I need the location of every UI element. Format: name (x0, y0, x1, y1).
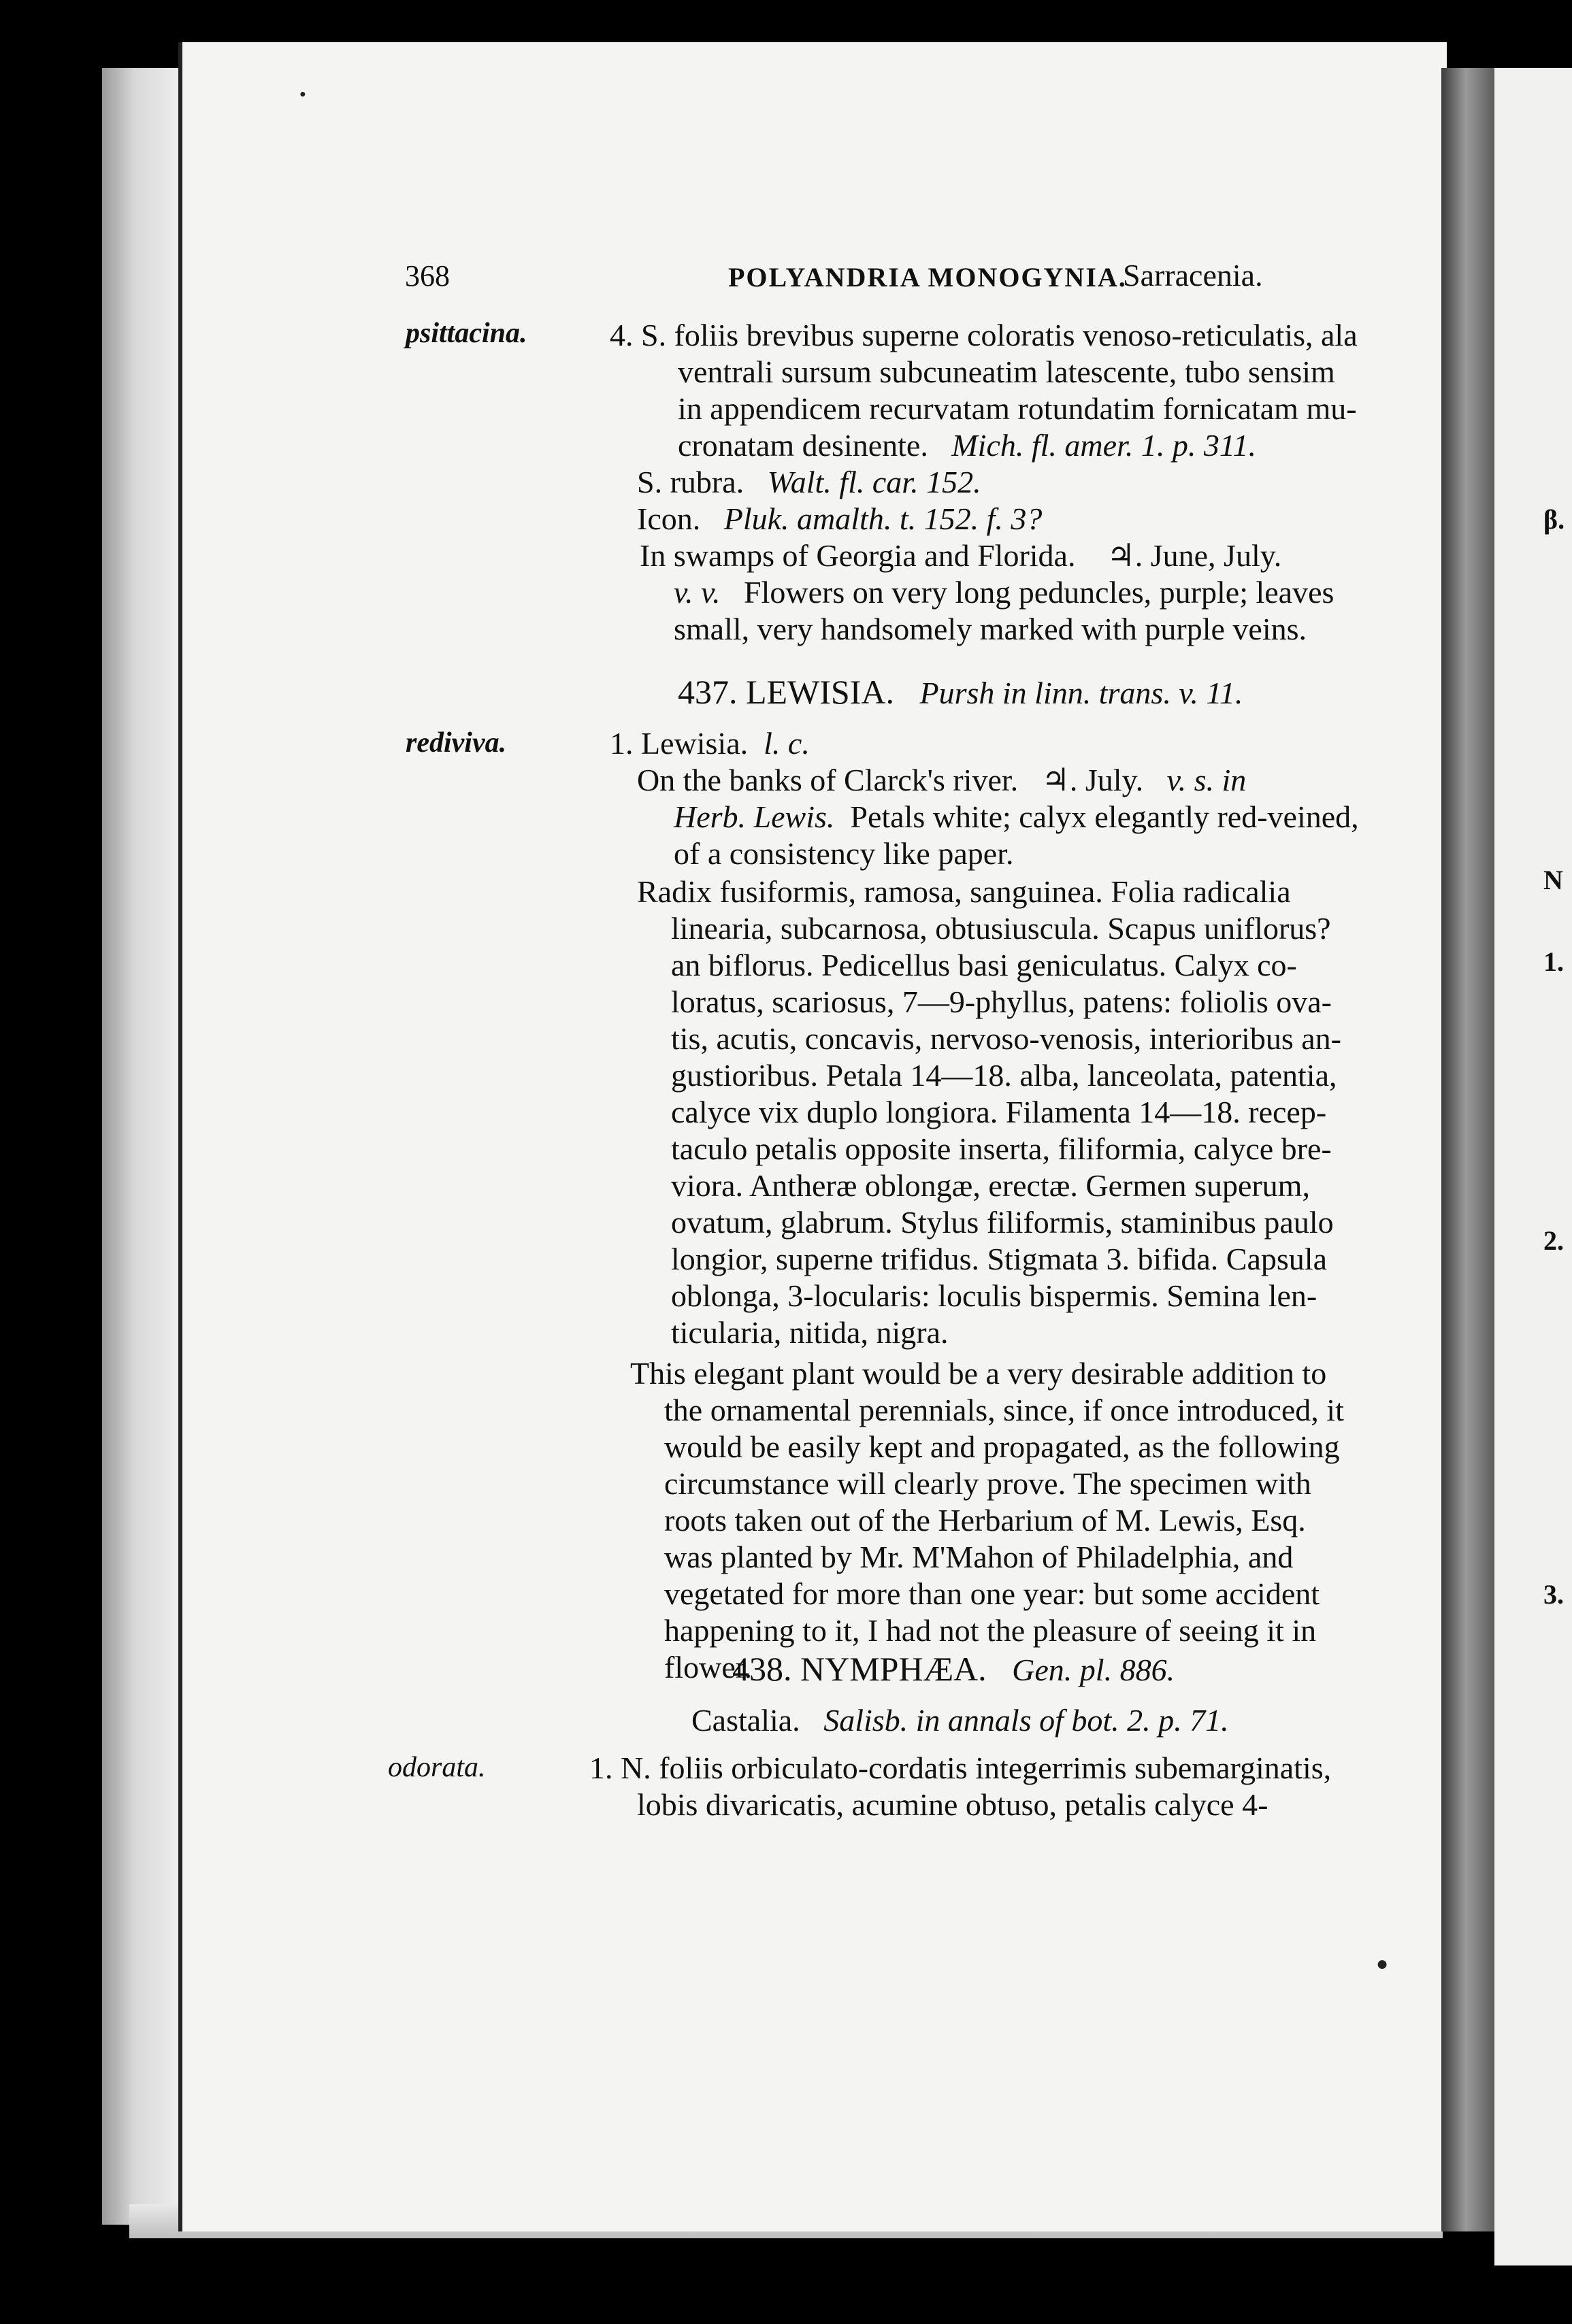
citation: Salisb. in annals of bot. 2. p. 71. (823, 1703, 1229, 1738)
citation: Mich. fl. amer. 1. p. 311. (951, 428, 1256, 463)
text-fragment: v. s. in (1166, 763, 1247, 797)
adjacent-mark: 2. (1543, 1225, 1564, 1256)
text-fragment: Petals white; calyx elegantly red-veined, (850, 799, 1359, 834)
text-fragment: S. rubra. (637, 465, 744, 499)
text-line: in appendicem recurvatam rotundatim fornicatam mu- (678, 391, 1357, 426)
description-line: oblonga, 3-locularis: loculis bispermis. Semina len- (671, 1278, 1317, 1313)
description-line: viora. Antheræ oblongæ, erectæ. Germen superum, (671, 1168, 1310, 1203)
text-line (640, 540, 1281, 571)
text-line: small, very handsomely marked with purple veins. (674, 612, 1307, 646)
adjacent-page (1494, 68, 1572, 2265)
description-line: taculo petalis opposite inserta, filiformia, calyce bre- (671, 1131, 1332, 1166)
description-line: longior, superne trifidus. Stigmata 3. bifida. Capsula (671, 1242, 1328, 1276)
adjacent-mark: 1. (1543, 946, 1564, 977)
description-line: an biflorus. Pedicellus basi geniculatus. Calyx co- (671, 948, 1297, 982)
description-line: ticularia, nitida, nigra. (671, 1315, 949, 1350)
ink-speck: ● (299, 88, 306, 100)
paragraph-line: happening to it, I had not the pleasure of seeing it in (664, 1613, 1317, 1648)
text-line (610, 728, 810, 759)
text-line (637, 467, 981, 498)
paragraph-line: was planted by Mr. M'Mahon of Philadelphia, and (664, 1540, 1294, 1574)
paragraph-line: vegetated for more than one year: but some accident (664, 1576, 1320, 1611)
paragraph-line: This elegant plant would be a very desirable addition to (630, 1356, 1327, 1391)
genus-heading (678, 672, 1243, 712)
citation: Pluk. amalth. t. 152. f. 3? (723, 501, 1043, 536)
citation: l. c. (764, 726, 810, 761)
paragraph-line: roots taken out of the Herbarium of M. Lewis, Esq. (664, 1503, 1306, 1538)
description-line: ovatum, glabrum. Stylus filiformis, staminibus paulo (671, 1205, 1334, 1240)
paragraph-line: flower. (664, 1650, 753, 1684)
description-line: linearia, subcarnosa, obtusiuscula. Scapus uniflorus? (671, 911, 1331, 946)
description-line: calyce vix duplo longiora. Filamenta 14—18. recep- (671, 1095, 1327, 1129)
page-number: 368 (405, 259, 450, 293)
genus-title: 437. LEWISIA. (678, 673, 894, 711)
text-line: 4. S. foliis brevibus superne coloratis venoso-reticulatis, ala (610, 318, 1358, 352)
text-line (674, 577, 1334, 608)
synonym-line (691, 1705, 1229, 1736)
text-fragment: ♃. July. (1041, 763, 1144, 797)
text-fragment: Flowers on very long peduncles, purple; leaves (744, 575, 1334, 610)
citation: Walt. fl. car. 152. (767, 465, 981, 499)
text-fragment: ♃. June, July. (1107, 538, 1282, 573)
text-line (637, 503, 1042, 535)
running-head: POLYANDRIA MONOGYNIA. (728, 262, 1127, 293)
text-line (674, 801, 1359, 833)
adjacent-mark: β. (1543, 504, 1565, 535)
adjacent-mark: 3. (1543, 1579, 1564, 1610)
description-line: Radix fusiformis, ramosa, sanguinea. Folia radicalia (637, 874, 1291, 909)
book-spine (1441, 68, 1496, 2231)
genus-authority: Gen. pl. 886. (1012, 1653, 1175, 1687)
text-line: of a consistency like paper. (674, 836, 1014, 871)
text-line (637, 765, 1246, 796)
text-line (678, 430, 1256, 461)
adjacent-mark: N (1543, 865, 1563, 895)
text-line: 1. N. foliis orbiculato-cordatis integerrimis subemarginatis, (589, 1750, 1332, 1785)
genus-authority: Pursh in linn. trans. v. 11. (919, 676, 1243, 710)
genus-title: 438. NYMPHÆA. (732, 1650, 987, 1688)
text-fragment: v. v. (674, 575, 721, 610)
text-fragment: Herb. Lewis. (674, 799, 835, 834)
text-line: ventrali sursum subcuneatim latescente, tubo sensim (678, 354, 1335, 389)
ink-speck: ● (1376, 1953, 1389, 1975)
description-line: tis, acutis, concavis, nervoso-venosis, interioribus an- (671, 1021, 1341, 1056)
page-left-edge (102, 68, 184, 2225)
description-line: loratus, scariosus, 7—9-phyllus, patens: foliolis ova- (671, 984, 1332, 1019)
paragraph-line: circumstance will clearly prove. The specimen with (664, 1466, 1311, 1501)
text-line: lobis divaricatis, acumine obtuso, petalis calyce 4- (637, 1787, 1268, 1822)
species-margin-name: rediviva. (406, 727, 507, 759)
genus-heading (732, 1649, 1175, 1689)
running-head-genus: Sarracenia. (1123, 258, 1263, 293)
species-margin-name: psittacina. (406, 318, 527, 349)
paragraph-line: would be easily kept and propagated, as the following (664, 1429, 1340, 1464)
text-fragment: Icon. (637, 501, 701, 536)
description-line: gustioribus. Petala 14—18. alba, lanceolata, patentia, (671, 1058, 1337, 1093)
synonym: Castalia. (691, 1703, 800, 1738)
text-fragment: On the banks of Clarck's river. (637, 763, 1019, 797)
text-fragment: cronatam desinente. (678, 428, 928, 463)
species-margin-name: odorata. (388, 1752, 486, 1783)
text-fragment: 1. Lewisia. (610, 726, 749, 761)
text-fragment: In swamps of Georgia and Florida. (640, 538, 1076, 573)
paragraph-line: the ornamental perennials, since, if once introduced, it (664, 1393, 1344, 1427)
